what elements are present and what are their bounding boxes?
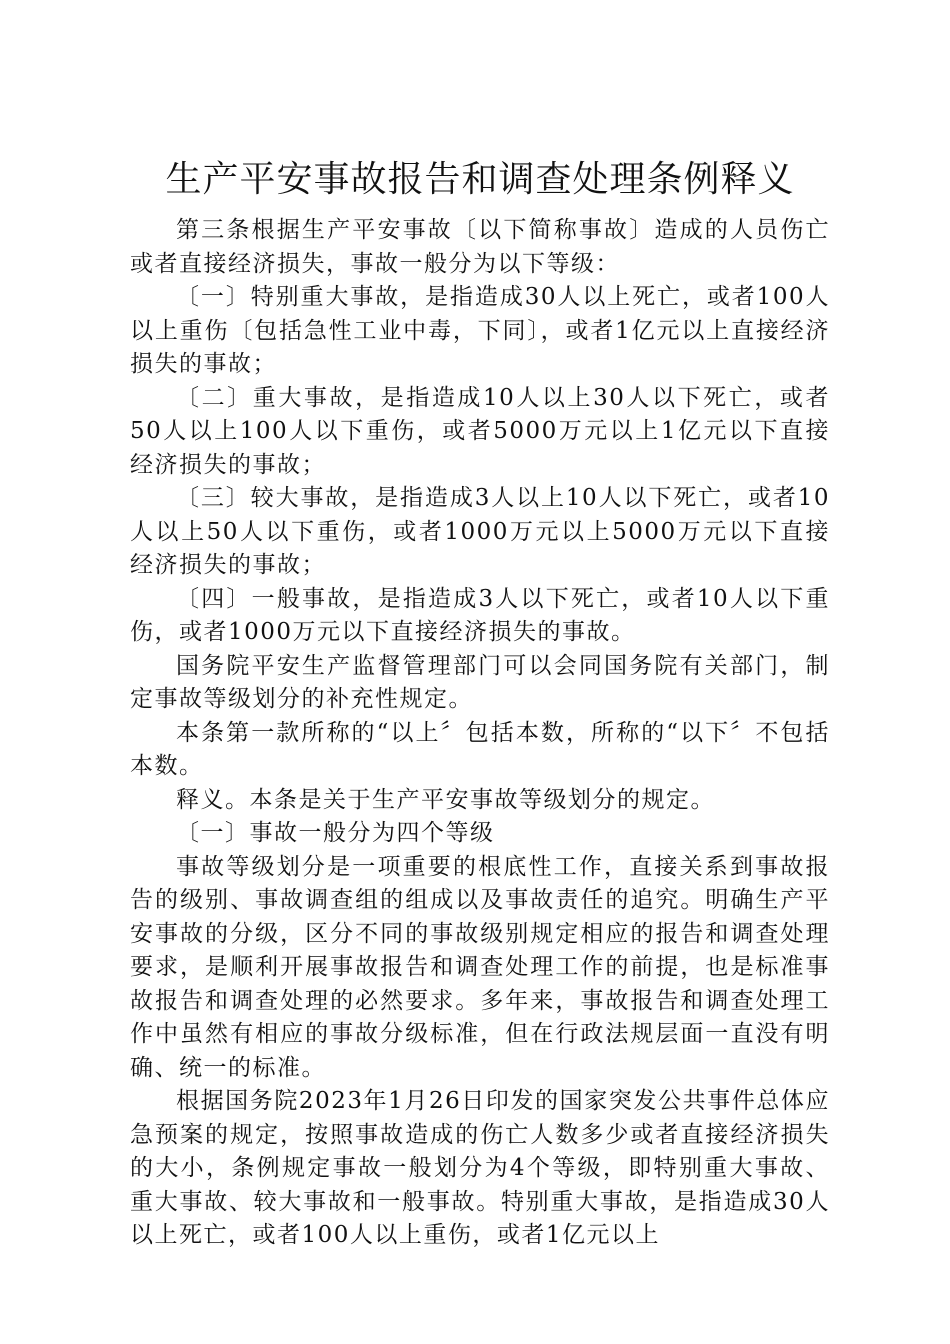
document-title: 生产平安事故报告和调查处理条例释义: [165, 159, 795, 200]
paragraph-importance: 事故等级划分是一项重要的根底性工作，直接关系到事故报告的级别、事故调查组的组成以及事故责任的追究。明确生产平安事故的分级，区分不同的事故级别规定相应的报告和调查处理要求，是顺利开展事故报告和调查处理工作的前提，也是标准事故报告和调查处理的必然要求。多年来，事故报告和调查处理工作中虽然有相应的事故分级标准，但在行政法规层面一直没有明确、统一的标准。: [130, 853, 830, 1081]
paragraph-level-2: 〔二〕重大事故，是指造成10人以上30人以下死亡，或者50人以上100人以下重伤，或者5000万元以上1亿元以下直接经济损失的事故；: [130, 384, 830, 478]
document-body: [130, 214, 830, 1253]
paragraph-classification: 根据国务院2023年1月26日印发的国家突发公共事件总体应急预案的规定，按照事故造成的伤亡人数多少或者直接经济损失的大小，条例规定事故一般划分为4个等级，即特别重大事故、重大事故、较大事故和一般事故。特别重大事故，是指造成30人以上死亡，或者100人以上重伤，或者1亿元以上: [130, 1088, 830, 1248]
document-page: [130, 150, 830, 1253]
paragraph-supplement: 国务院平安生产监督管理部门可以会同国务院有关部门，制定事故等级划分的补充性规定。: [130, 652, 830, 712]
paragraph-level-3: 〔三〕较大事故，是指造成3人以上10人以下死亡，或者10人以上50人以下重伤，或者1000万元以上5000万元以下直接经济损失的事故；: [130, 485, 830, 578]
section-heading-four-levels: 〔一〕事故一般分为四个等级: [176, 820, 495, 846]
paragraph-definition: 本条第一款所称的“以上〞包括本数，所称的“以下〞不包括本数。: [130, 719, 830, 779]
paragraph-interpretation: 释义。本条是关于生产平安事故等级划分的规定。: [176, 786, 715, 813]
paragraph-level-4: 〔四〕一般事故，是指造成3人以下死亡，或者10人以下重伤，或者1000万元以下直接经济损失的事故。: [130, 585, 830, 645]
paragraph-article-3: 第三条根据生产平安事故〔以下简称事故〕造成的人员伤亡或者直接经济损失，事故一般分为以下等级：: [130, 217, 830, 277]
paragraph-level-1: 〔一〕特别重大事故，是指造成30人以上死亡，或者100人以上重伤〔包括急性工业中毒，下同〕，或者1亿元以上直接经济损失的事故；: [130, 284, 830, 377]
